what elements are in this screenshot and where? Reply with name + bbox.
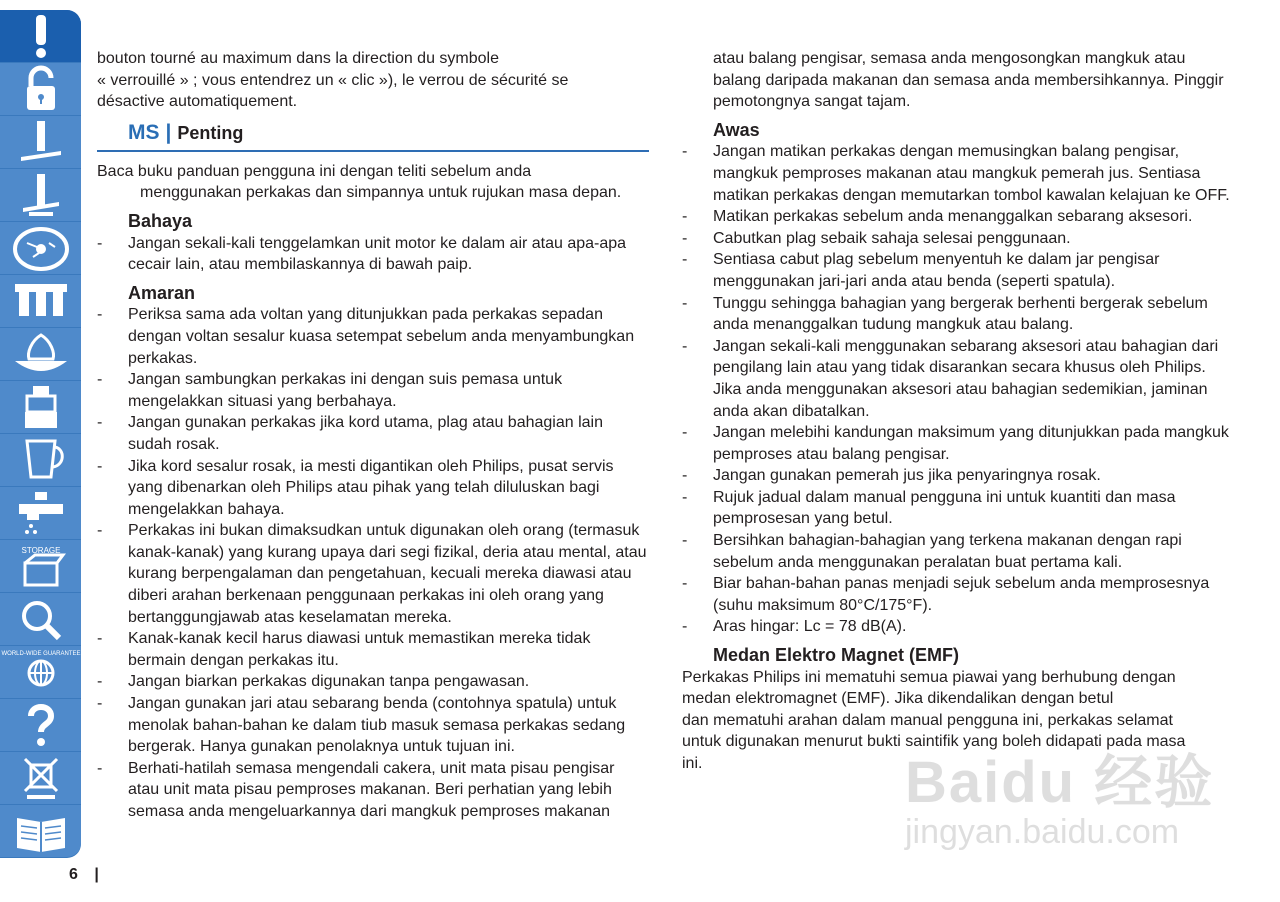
tab-processor-blade[interactable] [0, 169, 81, 221]
tab-environment[interactable] [0, 752, 81, 804]
intro-line: désactive automatiquement. [97, 93, 298, 111]
list-item: - Perkakas ini bukan dimaksudkan untuk digunakan oleh orang (termasuk kanak-kanak) yang kurang upaya dari segi fizikal, deria atau mental, atau kurang berpengalaman dan pengetahuan, kecuali mereka diawasi atau diberi arahan berkenaan penggunaan perkakas ini oleh orang yang bertanggungjawab atas keselamatan mereka. [97, 520, 649, 628]
subheading-emf: Medan Elektro Magnet (EMF) [713, 645, 960, 666]
tab-citrus-press[interactable] [0, 328, 81, 380]
tap-icon [9, 490, 73, 536]
tab-storage[interactable] [0, 540, 81, 592]
bahaya-list [97, 233, 649, 276]
header-separator: | [165, 120, 172, 144]
emf-line: medan elektromagnet (EMF). Jika dikendalikan dengan betul [682, 690, 1114, 708]
list-item: - Jangan biarkan perkakas digunakan tanpa pengawasan. [97, 671, 649, 693]
lead-text: Baca buku panduan pengguna ini dengan teliti sebelum anda [97, 162, 532, 180]
exclamation-icon [9, 13, 73, 59]
list-item: - Jangan matikan perkakas dengan memusingkan balang pengisar, mangkuk pemproses makanan atau mangkuk pemerah jus. Sentiasa matikan perkakas dengan memutarkan tombol kawalan kelajuan ke OFF. [682, 141, 1234, 206]
list-item: - Biar bahan-bahan panas menjadi sejuk sebelum anda memprosesnya (suhu maksimum 80°C/175°F). [682, 573, 1234, 616]
list-item: - Bersihkan bahagian-bahagian yang terkena makanan dengan rapi sebelum anda menggunakan peralatan buat pertama kali. [682, 530, 1234, 573]
citrus-press-icon [9, 331, 73, 377]
list-item: - Periksa sama ada voltan yang ditunjukkan pada perkakas sepadan dengan voltan sesalur kuasa setempat sebelum anda menyambungkan perkakas. [97, 304, 649, 369]
awas-list [682, 141, 1234, 638]
tab-troubleshooting[interactable] [0, 593, 81, 645]
lead-text: menggunakan perkakas dan simpannya untuk rujukan masa depan. [140, 184, 622, 202]
subheading-amaran: Amaran [128, 282, 196, 303]
blade-unit-icon [9, 119, 73, 165]
list-item: - Jangan sekali-kali tenggelamkan unit motor ke dalam air atau apa-apa cecair lain, atau membilaskannya di bawah paip. [97, 233, 649, 276]
tab-blender-blade[interactable] [0, 116, 81, 168]
juicer-icon [9, 384, 73, 430]
section-title: Penting [177, 122, 244, 143]
list-item: - Jangan sekali-kali menggunakan sebarang aksesori atau bahagian dari pengilang lain atau yang tidak disarankan secara khusus oleh Philips. Jika anda menggunakan aksesori atau bahagian sedemikian, jaminan anda akan dibatalkan. [682, 336, 1234, 422]
list-item: - Rujuk jadual dalam manual pengguna ini untuk kuantiti dan masa pemprosesan yang betul. [682, 487, 1234, 530]
amaran-list [97, 304, 649, 822]
right-column [682, 48, 1234, 775]
emf-line: Perkakas Philips ini mematuhi semua piawai yang berhubung dengan [682, 668, 1176, 686]
crossed-bin-icon [9, 755, 73, 801]
watermark-main: Baidu 经验 [905, 750, 1215, 815]
icon-tab-strip [0, 10, 81, 858]
tab-recipes[interactable] [0, 805, 81, 857]
blender-jar-icon [9, 437, 73, 483]
guarantee-label: WORLD-WIDE GUARANTEE [0, 651, 81, 657]
page-number [69, 866, 99, 884]
tab-juicer[interactable] [0, 381, 81, 433]
tab-safety-lock[interactable] [0, 63, 81, 115]
list-item: - Jangan gunakan perkakas jika kord utama, plag atau bahagian lain sudah rosak. [97, 412, 649, 455]
watermark [905, 735, 1215, 855]
magnifier-icon [9, 596, 73, 642]
list-item: - Tunggu sehingga bahagian yang bergerak berhenti bergerak sebelum anda menanggalkan tudung mangkuk atau balang. [682, 293, 1234, 336]
list-item: - Matikan perkakas sebelum anda menanggalkan sebarang aksesori. [682, 206, 1234, 228]
globe-icon [0, 649, 81, 695]
storage-label: STORAGE [21, 546, 60, 555]
list-item: - Berhati-hatilah semasa mengendali cakera, unit mata pisau pengisar atau unit mata pisau pemproses makanan. Beri perhatian yang lebih semasa anda mengeluarkannya dari mangkuk pemproses makanan [97, 758, 649, 823]
list-item: - Jangan melebihi kandungan maksimum yang ditunjukkan pada mangkuk pemproses atau balang pengisar. [682, 422, 1234, 465]
subheading-bahaya: Bahaya [128, 210, 193, 231]
list-item: - Aras hingar: Lc = 78 dB(A). [682, 616, 1234, 638]
emf-line: ini. [682, 755, 703, 772]
intro-line: bouton tourné au maximum dans la direction du symbole [97, 50, 499, 67]
list-item: - Sentiasa cabut plag sebelum menyentuh ke dalam jar pengisar menggunakan jari-jari anda atau benda (seperti spatula). [682, 249, 1234, 292]
tab-help[interactable] [0, 699, 81, 751]
tab-disc[interactable] [0, 222, 81, 274]
question-icon [9, 702, 73, 748]
tab-important[interactable] [0, 10, 81, 62]
page-number-value: 6 [69, 866, 78, 883]
watermark-sub: jingyan.baidu.com [905, 813, 1180, 851]
intro-line: « verrouillé » ; vous entendrez un « clic »), le verrou de sécurité se [97, 71, 569, 89]
subheading-awas: Awas [713, 119, 760, 140]
processor-blade-icon [9, 172, 73, 218]
tab-blender-jar[interactable] [0, 434, 81, 486]
kneading-icon [9, 278, 73, 324]
unlock-icon [9, 66, 73, 112]
left-column [97, 48, 649, 823]
storage-box-icon [9, 543, 73, 589]
book-icon [9, 808, 73, 854]
list-item: - Jangan gunakan jari atau sebarang benda (contohnya spatula) untuk menolak bahan-bahan ke dalam tiub masuk semasa perkakas sedang bergerak. Hanya gunakan penolaknya untuk tujuan ini. [97, 693, 649, 758]
list-item: - Jika kord sesalur rosak, ia mesti digantikan oleh Philips, pusat servis yang dibenarkan oleh Philips atau pihak yang telah diluluskan bagi mengelakkan bahaya. [97, 456, 649, 521]
continuation-text: atau balang pengisar, semasa anda mengosongkan mangkuk atau balang daripada makanan dan semasa anda membersihkannya. Pinggir pemotongnya sangat tajam. [713, 50, 1224, 111]
tab-guarantee[interactable] [0, 646, 81, 698]
emf-line: untuk digunakan menurut bukti saintifik yang boleh didapati pada masa [682, 733, 1186, 751]
section-header [97, 122, 649, 152]
list-item: - Cabutkan plag sebaik sahaja selesai penggunaan. [682, 228, 1234, 250]
list-item: - Jangan sambungkan perkakas ini dengan suis pemasa untuk mengelakkan situasi yang berbahaya. [97, 369, 649, 412]
list-item: - Jangan gunakan pemerah jus jika penyaringnya rosak. [682, 465, 1234, 487]
emf-line: dan mematuhi arahan dalam manual pengguna ini, perkakas selamat [682, 711, 1173, 729]
language-code: MS [128, 120, 160, 144]
list-item: - Kanak-kanak kecil harus diawasi untuk memastikan mereka tidak bermain dengan perkakas itu. [97, 628, 649, 671]
tab-kneading[interactable] [0, 275, 81, 327]
disc-icon [9, 225, 73, 271]
page-number-rule: | [94, 866, 99, 883]
tab-cleaning[interactable] [0, 487, 81, 539]
